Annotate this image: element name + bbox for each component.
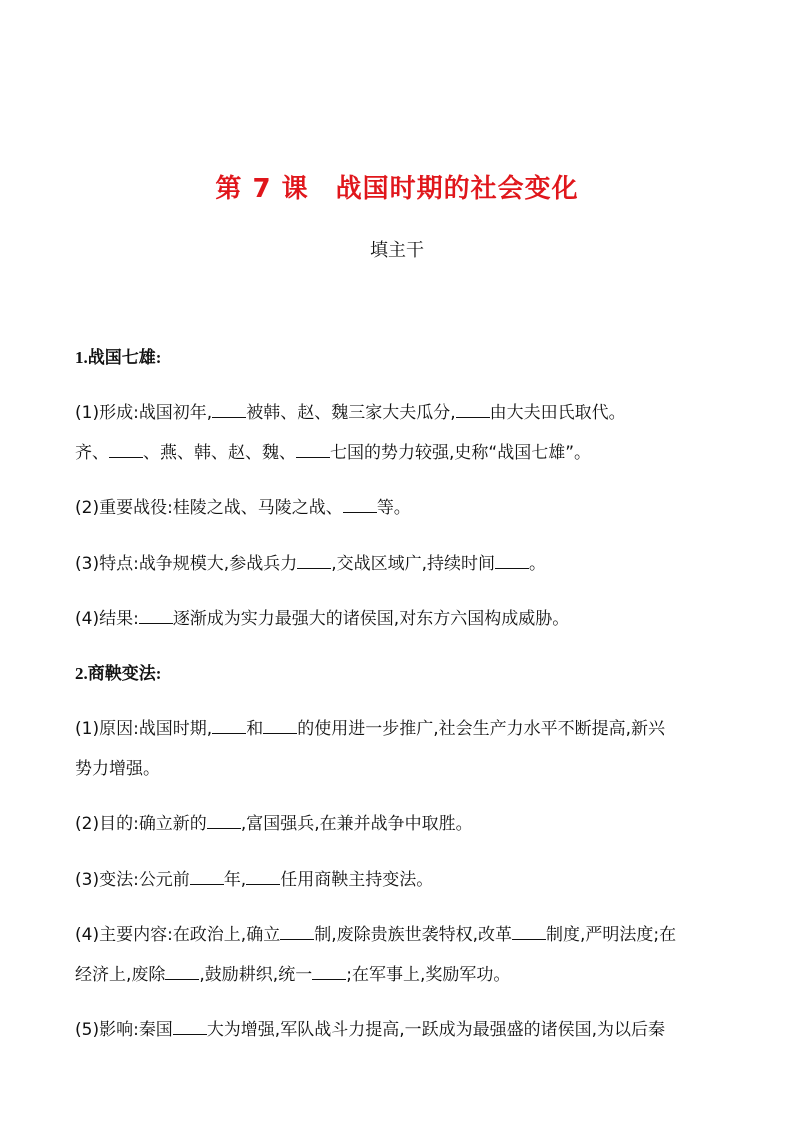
text-segment: 战争规模大,参战兵力 [138, 554, 298, 574]
item-label: (2)目的: [75, 814, 139, 834]
text-segment: 的使用进一步推广,社会生产力水平不断提高,新兴 [297, 719, 666, 739]
text-segment: ,富国强兵,在兼并战争中取胜。 [240, 814, 473, 834]
item-cause-line-1 [75, 711, 725, 747]
item-label: (1)形成: [75, 403, 139, 423]
item-formation-line-1 [75, 395, 725, 431]
text-segment: ,交战区域广,持续时间 [331, 554, 496, 574]
fill-in-blank[interactable] [263, 717, 297, 734]
text-segment: 秦国 [138, 1020, 173, 1040]
text-segment: ,鼓励耕织,统一 [199, 965, 313, 985]
text-segment: 七国的势力较强,史称“战国七雄”。 [330, 443, 592, 463]
text-segment: 任用商鞅主持变法。 [280, 870, 434, 890]
item-label: (1)原因: [75, 719, 139, 739]
fill-in-blank[interactable] [109, 441, 143, 458]
fill-in-blank[interactable] [495, 552, 529, 569]
text-segment: 和 [246, 719, 264, 739]
item-label: (3)变法: [75, 870, 139, 890]
item-label: (4)主要内容: [75, 925, 173, 945]
item-purpose [75, 806, 725, 842]
item-reform [75, 862, 725, 898]
fill-in-blank[interactable] [296, 441, 330, 458]
fill-in-blank[interactable] [165, 963, 199, 980]
text-segment: 制度,严明法度;在 [546, 925, 677, 945]
text-segment: 齐、 [75, 443, 109, 463]
item-battles [75, 490, 725, 526]
item-formation-line-2 [75, 435, 725, 471]
fill-in-blank[interactable] [139, 607, 173, 624]
fill-in-blank[interactable] [512, 923, 546, 940]
item-content-line-2 [75, 957, 725, 993]
fill-in-blank[interactable] [456, 401, 490, 418]
fill-in-blank[interactable] [343, 496, 377, 513]
item-features [75, 546, 725, 582]
text-segment: 制,废除贵族世袭特权,改革 [314, 925, 513, 945]
text-segment: 势力增强。 [75, 759, 160, 779]
item-label: (3)特点: [75, 554, 139, 574]
text-segment: 战国初年, [138, 403, 213, 423]
fill-in-blank[interactable] [297, 552, 331, 569]
fill-in-blank[interactable] [246, 868, 280, 885]
item-impact [75, 1012, 725, 1048]
text-segment: 被韩、赵、魏三家大夫瓜分, [246, 403, 456, 423]
text-segment: 。 [529, 554, 547, 574]
text-segment: 公元前 [138, 870, 190, 890]
fill-in-blank[interactable] [190, 868, 224, 885]
item-label: (4)结果: [75, 609, 139, 629]
text-segment: 等。 [376, 498, 411, 518]
item-label: (2)重要战役: [75, 498, 173, 518]
item-result [75, 601, 725, 637]
text-segment: 年, [223, 870, 247, 890]
section-heading-shang-yang-reform: 2.商鞅变法: [75, 664, 162, 683]
item-cause-line-2 [75, 751, 725, 787]
text-segment: ;在军事上,奖励军功。 [346, 965, 511, 985]
fill-in-blank[interactable] [207, 812, 241, 829]
text-segment: 在政治上,确立 [172, 925, 281, 945]
page-title: 第 7 课 战国时期的社会变化 [215, 174, 579, 204]
section-heading-warring-states: 1.战国七雄: [75, 348, 162, 367]
fill-in-blank[interactable] [212, 401, 246, 418]
text-segment: 经济上,废除 [75, 965, 166, 985]
page-subtitle: 填主干 [370, 240, 424, 261]
item-label: (5)影响: [75, 1020, 139, 1040]
fill-in-blank[interactable] [212, 717, 246, 734]
fill-in-blank[interactable] [173, 1018, 207, 1035]
text-segment: 、燕、韩、赵、魏、 [143, 443, 296, 463]
text-segment: 大为增强,军队战斗力提高,一跃成为最强盛的诸侯国,为以后秦 [206, 1020, 666, 1040]
text-segment: 逐渐成为实力最强大的诸侯国,对东方六国构成威胁。 [172, 609, 570, 629]
text-segment: 桂陵之战、马陵之战、 [172, 498, 343, 518]
text-segment: 确立新的 [138, 814, 207, 834]
fill-in-blank[interactable] [280, 923, 314, 940]
item-content-line-1 [75, 917, 725, 953]
text-segment: 战国时期, [138, 719, 213, 739]
fill-in-blank[interactable] [312, 963, 346, 980]
text-segment: 由大夫田氏取代。 [489, 403, 626, 423]
